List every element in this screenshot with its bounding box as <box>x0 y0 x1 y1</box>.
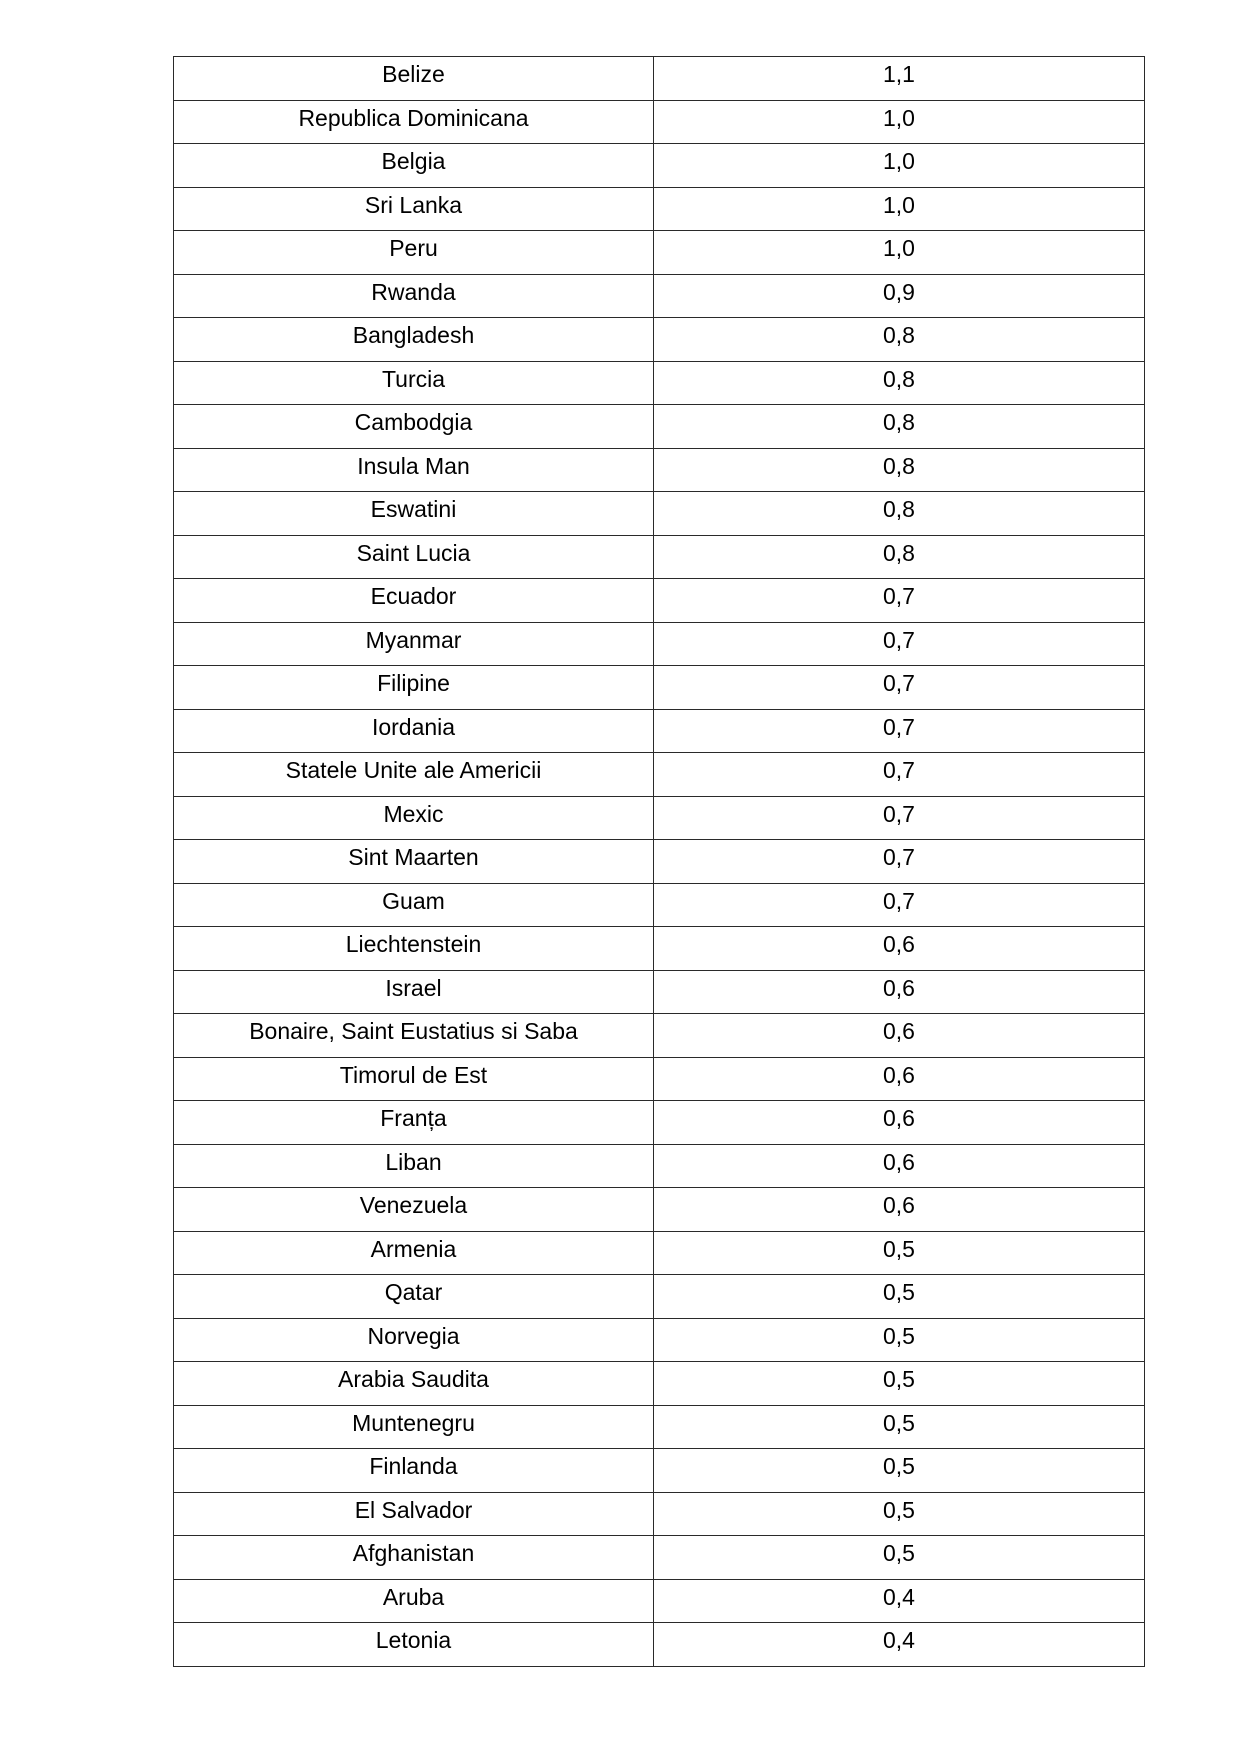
country-cell: Letonia <box>174 1623 654 1667</box>
table-row <box>174 1536 1145 1580</box>
value-cell: 0,6 <box>654 1014 1145 1058</box>
country-cell: Norvegia <box>174 1318 654 1362</box>
country-cell: Eswatini <box>174 492 654 536</box>
value-cell: 0,5 <box>654 1275 1145 1319</box>
table-body <box>174 57 1145 1667</box>
value-cell: 0,7 <box>654 883 1145 927</box>
table-row <box>174 1449 1145 1493</box>
value-cell: 0,6 <box>654 1057 1145 1101</box>
country-cell: Bonaire, Saint Eustatius si Saba <box>174 1014 654 1058</box>
table-row <box>174 753 1145 797</box>
table-row <box>174 187 1145 231</box>
table-row <box>174 1144 1145 1188</box>
table-row <box>174 1579 1145 1623</box>
table-row <box>174 57 1145 101</box>
value-cell: 0,4 <box>654 1623 1145 1667</box>
value-cell: 0,8 <box>654 361 1145 405</box>
country-cell: Sint Maarten <box>174 840 654 884</box>
value-cell: 0,6 <box>654 1188 1145 1232</box>
value-cell: 1,1 <box>654 57 1145 101</box>
country-cell: Finlanda <box>174 1449 654 1493</box>
value-cell: 0,8 <box>654 492 1145 536</box>
value-cell: 0,8 <box>654 535 1145 579</box>
table-row <box>174 1275 1145 1319</box>
value-cell: 0,8 <box>654 448 1145 492</box>
table-row <box>174 535 1145 579</box>
country-cell: Qatar <box>174 1275 654 1319</box>
country-cell: Timorul de Est <box>174 1057 654 1101</box>
table-row <box>174 1231 1145 1275</box>
country-cell: Franța <box>174 1101 654 1145</box>
country-cell: Israel <box>174 970 654 1014</box>
country-cell: Sri Lanka <box>174 187 654 231</box>
value-cell: 0,6 <box>654 970 1145 1014</box>
table-row <box>174 666 1145 710</box>
country-cell: Muntenegru <box>174 1405 654 1449</box>
value-cell: 0,5 <box>654 1318 1145 1362</box>
table-row <box>174 1057 1145 1101</box>
country-cell: Republica Dominicana <box>174 100 654 144</box>
table-row <box>174 796 1145 840</box>
country-cell: Cambodgia <box>174 405 654 449</box>
value-cell: 1,0 <box>654 100 1145 144</box>
table-row <box>174 361 1145 405</box>
value-cell: 0,5 <box>654 1405 1145 1449</box>
value-cell: 0,7 <box>654 796 1145 840</box>
value-cell: 0,5 <box>654 1362 1145 1406</box>
value-cell: 1,0 <box>654 144 1145 188</box>
table-row <box>174 709 1145 753</box>
table-row <box>174 1405 1145 1449</box>
table-row <box>174 231 1145 275</box>
table-row <box>174 1492 1145 1536</box>
country-cell: Insula Man <box>174 448 654 492</box>
value-cell: 0,8 <box>654 318 1145 362</box>
country-cell: Turcia <box>174 361 654 405</box>
value-cell: 0,9 <box>654 274 1145 318</box>
table-row <box>174 883 1145 927</box>
country-cell: Liban <box>174 1144 654 1188</box>
table-row <box>174 1101 1145 1145</box>
value-cell: 0,6 <box>654 1101 1145 1145</box>
country-cell: Mexic <box>174 796 654 840</box>
value-cell: 0,5 <box>654 1492 1145 1536</box>
country-cell: Guam <box>174 883 654 927</box>
table-row <box>174 144 1145 188</box>
table-row <box>174 970 1145 1014</box>
table-row <box>174 579 1145 623</box>
value-cell: 0,8 <box>654 405 1145 449</box>
country-cell: Filipine <box>174 666 654 710</box>
value-cell: 0,6 <box>654 1144 1145 1188</box>
table-row <box>174 840 1145 884</box>
country-cell: Rwanda <box>174 274 654 318</box>
value-cell: 0,7 <box>654 709 1145 753</box>
country-cell: Venezuela <box>174 1188 654 1232</box>
value-cell: 0,6 <box>654 927 1145 971</box>
value-cell: 1,0 <box>654 231 1145 275</box>
value-cell: 0,5 <box>654 1536 1145 1580</box>
country-cell: Bangladesh <box>174 318 654 362</box>
value-cell: 0,5 <box>654 1449 1145 1493</box>
country-cell: Afghanistan <box>174 1536 654 1580</box>
table-row <box>174 100 1145 144</box>
table-row <box>174 1362 1145 1406</box>
value-cell: 1,0 <box>654 187 1145 231</box>
value-cell: 0,4 <box>654 1579 1145 1623</box>
country-cell: Peru <box>174 231 654 275</box>
table-row <box>174 1014 1145 1058</box>
value-cell: 0,5 <box>654 1231 1145 1275</box>
country-cell: Aruba <box>174 1579 654 1623</box>
value-cell: 0,7 <box>654 753 1145 797</box>
table-row <box>174 1318 1145 1362</box>
country-cell: Iordania <box>174 709 654 753</box>
table-row <box>174 448 1145 492</box>
value-cell: 0,7 <box>654 666 1145 710</box>
table-row <box>174 927 1145 971</box>
table-row <box>174 492 1145 536</box>
value-cell: 0,7 <box>654 579 1145 623</box>
table-row <box>174 274 1145 318</box>
country-cell: El Salvador <box>174 1492 654 1536</box>
country-cell: Liechtenstein <box>174 927 654 971</box>
country-cell: Myanmar <box>174 622 654 666</box>
value-cell: 0,7 <box>654 622 1145 666</box>
country-cell: Ecuador <box>174 579 654 623</box>
country-cell: Saint Lucia <box>174 535 654 579</box>
country-values-table <box>173 56 1145 1667</box>
table-row <box>174 1623 1145 1667</box>
table-row <box>174 1188 1145 1232</box>
table-row <box>174 318 1145 362</box>
table-row <box>174 405 1145 449</box>
country-cell: Belgia <box>174 144 654 188</box>
country-cell: Statele Unite ale Americii <box>174 753 654 797</box>
country-cell: Armenia <box>174 1231 654 1275</box>
country-cell: Arabia Saudita <box>174 1362 654 1406</box>
value-cell: 0,7 <box>654 840 1145 884</box>
table-row <box>174 622 1145 666</box>
country-cell: Belize <box>174 57 654 101</box>
